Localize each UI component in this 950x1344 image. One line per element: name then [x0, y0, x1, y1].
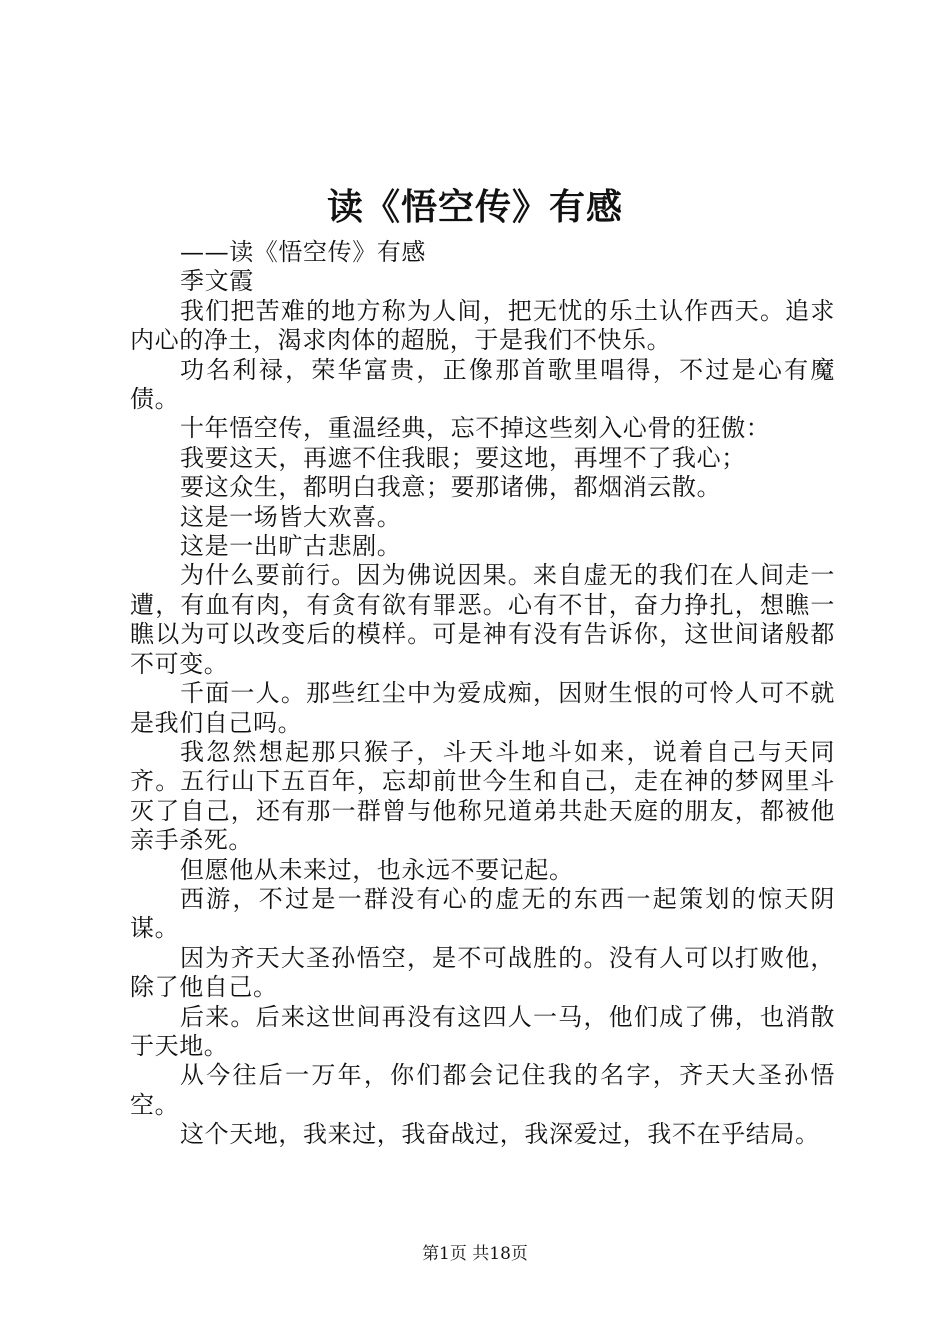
paragraph: 十年悟空传，重温经典，忘不掉这些刻入心骨的狂傲：	[180, 414, 771, 443]
paragraph: 我忽然想起那只猴子，斗天斗地斗如来，说着自己与天同齐。五行山下五百年，忘却前世今生和自己，走在神的梦网里斗灭了自己，还有那一群曾与他称兄道弟共赴天庭的朋友，都被他亲手杀死。	[130, 737, 835, 855]
paragraph: 我们把苦难的地方称为人间，把无忧的乐土认作西天。追求内心的净土，渴求肉体的超脱，于是我们不快乐。	[130, 296, 835, 355]
paragraph: 为什么要前行。因为佛说因果。来自虚无的我们在人间走一遭，有血有肉，有贪有欲有罪恶。心有不甘，奋力挣扎，想瞧一瞧以为可以改变后的模样。可是神有没有告诉你，这世间诸般都不可变。	[130, 561, 835, 678]
document-title: 读《悟空传》有感	[326, 186, 623, 228]
document-body	[130, 238, 835, 1150]
paragraph: 但愿他从未来过，也永远不要记起。	[180, 855, 574, 884]
paragraph: 从今往后一万年，你们都会记住我的名字，齐天大圣孙悟空。	[130, 1061, 835, 1119]
paragraph: 西游，不过是一群没有心的虚无的东西一起策划的惊天阴谋。	[130, 884, 835, 943]
paragraph: 我要这天，再遮不住我眼；要这地，再埋不了我心；	[180, 443, 746, 472]
author: 季文霞	[180, 267, 254, 296]
subtitle: ——读《悟空传》有感	[180, 238, 426, 266]
page-number-footer: 第1页 共18页	[422, 1244, 528, 1264]
paragraph: 这是一出旷古悲剧。	[180, 532, 402, 561]
paragraph: 千面一人。那些红尘中为爱成痴，因财生恨的可怜人可不就是我们自己吗。	[130, 679, 835, 737]
paragraph: 功名利禄，荣华富贵，正像那首歌里唱得，不过是心有魔债。	[130, 355, 835, 414]
paragraph: 这是一场皆大欢喜。	[180, 502, 402, 531]
paragraph: 因为齐天大圣孙悟空，是不可战胜的。没有人可以打败他，除了他自己。	[130, 943, 835, 1002]
paragraph: 这个天地，我来过，我奋战过，我深爱过，我不在乎结局。	[180, 1120, 820, 1149]
paragraph: 要这众生，都明白我意；要那诸佛，都烟消云散。	[180, 473, 722, 502]
paragraph: 后来。后来这世间再没有这四人一马，他们成了佛，也消散于天地。	[130, 1002, 835, 1060]
